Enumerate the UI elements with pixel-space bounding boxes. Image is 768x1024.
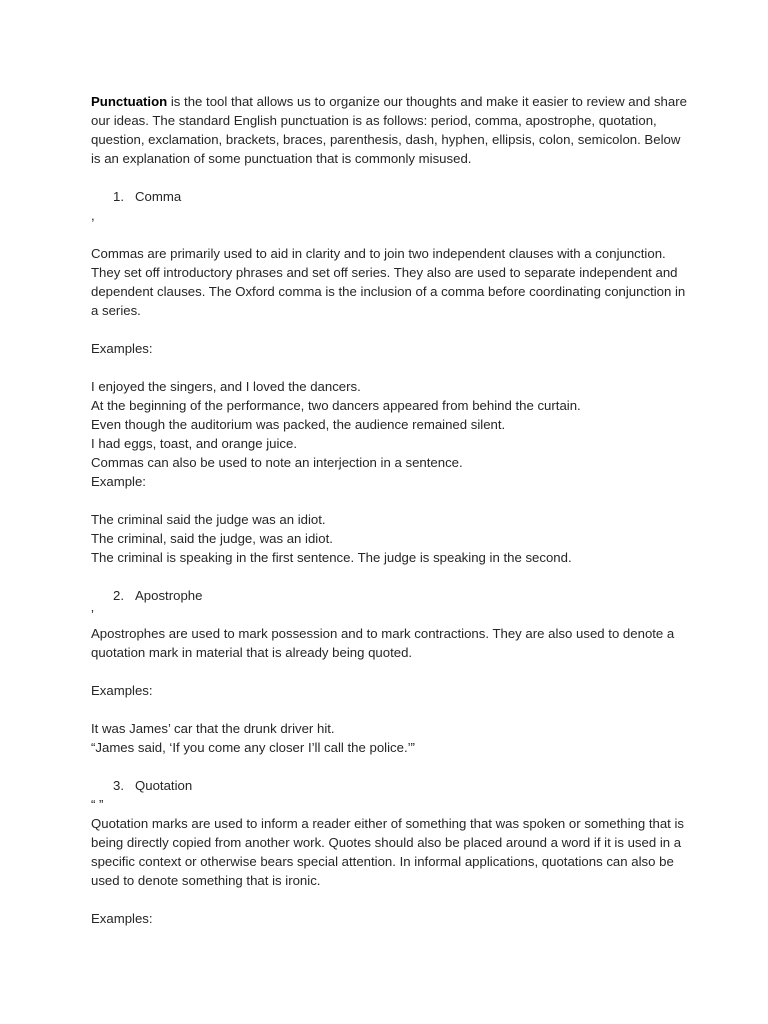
section-description: Quotation marks are used to inform a reader either of something that was spoken or something that is being directly copied from another work. Quotes should also be placed around a word if it is used in a specific context or otherwise bears special attention. In informal applications, quotations can also be used to denote something that is ironic. [91,816,685,888]
example-line: Even though the auditorium was packed, the audience remained silent. [91,417,506,432]
document-page [91,92,691,928]
section-number: 3. [113,778,124,793]
section-symbol: , [91,208,95,223]
example-line: “James said, ‘If you come any closer I’ll call the police.’” [91,740,415,755]
section-description: Commas are primarily used to aid in clarity and to join two independent clauses with a conjunction. They set off introductory phrases and set off series. They also are used to separate independent and dependent clauses. The Oxford comma is the inclusion of a comma before coordinating conjunction in a series. [91,246,686,318]
example-line: The criminal said the judge was an idiot. [91,512,326,527]
section-number: 2. [113,588,124,603]
example-line: The criminal is speaking in the first sentence. The judge is speaking in the second. [91,550,572,565]
intro-bold-term: Punctuation [91,94,168,109]
section-title: Apostrophe [135,588,203,603]
examples-label: Examples: [91,341,153,356]
examples-label: Examples: [91,911,153,926]
section-symbol: ’ [91,607,94,622]
section-symbol: “ ” [91,797,104,812]
example-line: Example: [91,474,146,489]
example-line: Commas can also be used to note an interjection in a sentence. [91,455,463,470]
example-line: The criminal, said the judge, was an idiot. [91,531,333,546]
examples-label: Examples: [91,683,153,698]
example-line: It was James’ car that the drunk driver hit. [91,721,335,736]
section-title: Comma [135,189,182,204]
section-number: 1. [113,189,124,204]
example-line: I enjoyed the singers, and I loved the dancers. [91,379,361,394]
section-heading-quotation [113,776,691,795]
section-title: Quotation [135,778,193,793]
intro-paragraph [91,92,691,168]
section-heading-comma [113,187,691,206]
example-line: I had eggs, toast, and orange juice. [91,436,298,451]
section-heading-apostrophe [113,586,691,605]
section-description: Apostrophes are used to mark possession and to mark contractions. They are also used to denote a quotation mark in material that is already being quoted. [91,626,675,660]
intro-text: is the tool that allows us to organize our thoughts and make it easier to review and share our ideas. The standard English punctuation is as follows: period, comma, apostrophe, quotation, question, exclamation, brackets, braces, parenthesis, dash, hyphen, ellipsis, colon, semicolon. Below is an explanation of some punctuation that is commonly misused. [91,94,687,166]
example-line: At the beginning of the performance, two dancers appeared from behind the curtain. [91,398,581,413]
